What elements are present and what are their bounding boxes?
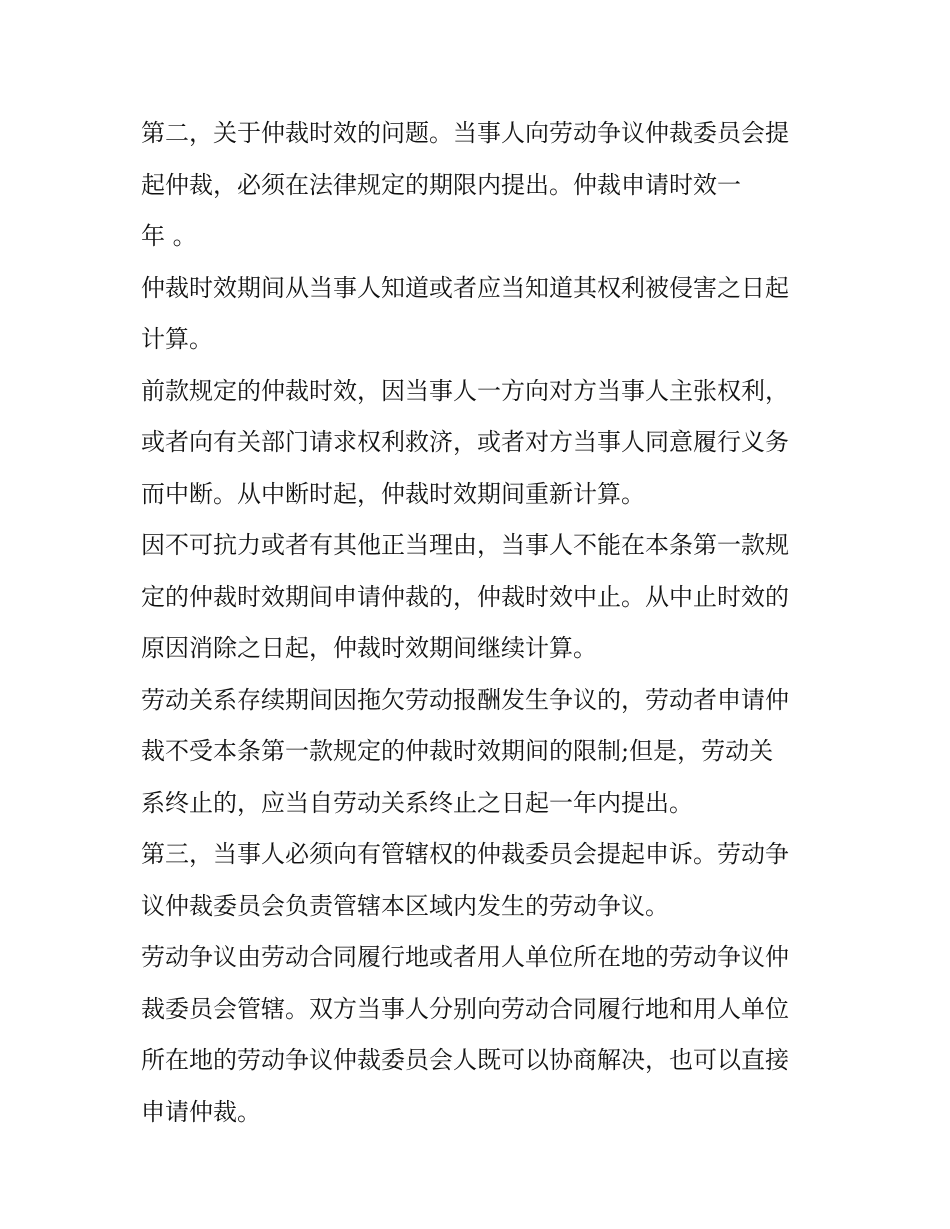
text-line: 第二，关于仲裁时效的问题。当事人向劳动争议仲裁委员会提 <box>141 119 789 147</box>
text-line: 或者向有关部门请求权利救济，或者对方当事人同意履行义务 <box>141 428 789 456</box>
text-line: 年 。 <box>141 222 197 250</box>
text-line: 系终止的，应当自劳动关系终止之日起一年内提出。 <box>141 788 693 817</box>
text-line: 裁不受本条第一款规定的仲裁时效期间的限制;但是，劳动关 <box>141 737 774 765</box>
text-line: 因不可抗力或者有其他正当理由，当事人不能在本条第一款规 <box>141 531 789 559</box>
text-line: 计算。 <box>141 325 213 353</box>
text-line: 申请仲裁。 <box>141 1097 261 1126</box>
text-line: 原因消除之日起，仲裁时效期间继续计算。 <box>141 634 597 662</box>
text-line: 所在地的劳动争议仲裁委员会人既可以协商解决，也可以直接 <box>141 1046 789 1074</box>
text-line: 裁委员会管辖。双方当事人分别向劳动合同履行地和用人单位 <box>141 994 789 1023</box>
text-line: 第三，当事人必须向有管辖权的仲裁委员会提起申诉。劳动争 <box>141 840 789 868</box>
text-line: 仲裁时效期间从当事人知道或者应当知道其权利被侵害之日起 <box>141 273 789 302</box>
text-line: 定的仲裁时效期间申请仲裁的，仲裁时效中止。从中止时效的 <box>141 582 789 611</box>
text-line: 前款规定的仲裁时效，因当事人一方向对方当事人主张权利， <box>141 376 789 405</box>
text-line: 劳动争议由劳动合同履行地或者用人单位所在地的劳动争议仲 <box>141 943 789 971</box>
text-line: 议仲裁委员会负责管辖本区域内发生的劳动争议。 <box>141 891 669 920</box>
document-body <box>141 108 821 1138</box>
text-line: 劳动关系存续期间因拖欠劳动报酬发生争议的，劳动者申请仲 <box>141 685 789 714</box>
text-line: 起仲裁，必须在法律规定的期限内提出。仲裁申请时效一 <box>141 170 741 199</box>
text-line: 而中断。从中断时起，仲裁时效期间重新计算。 <box>141 479 645 508</box>
